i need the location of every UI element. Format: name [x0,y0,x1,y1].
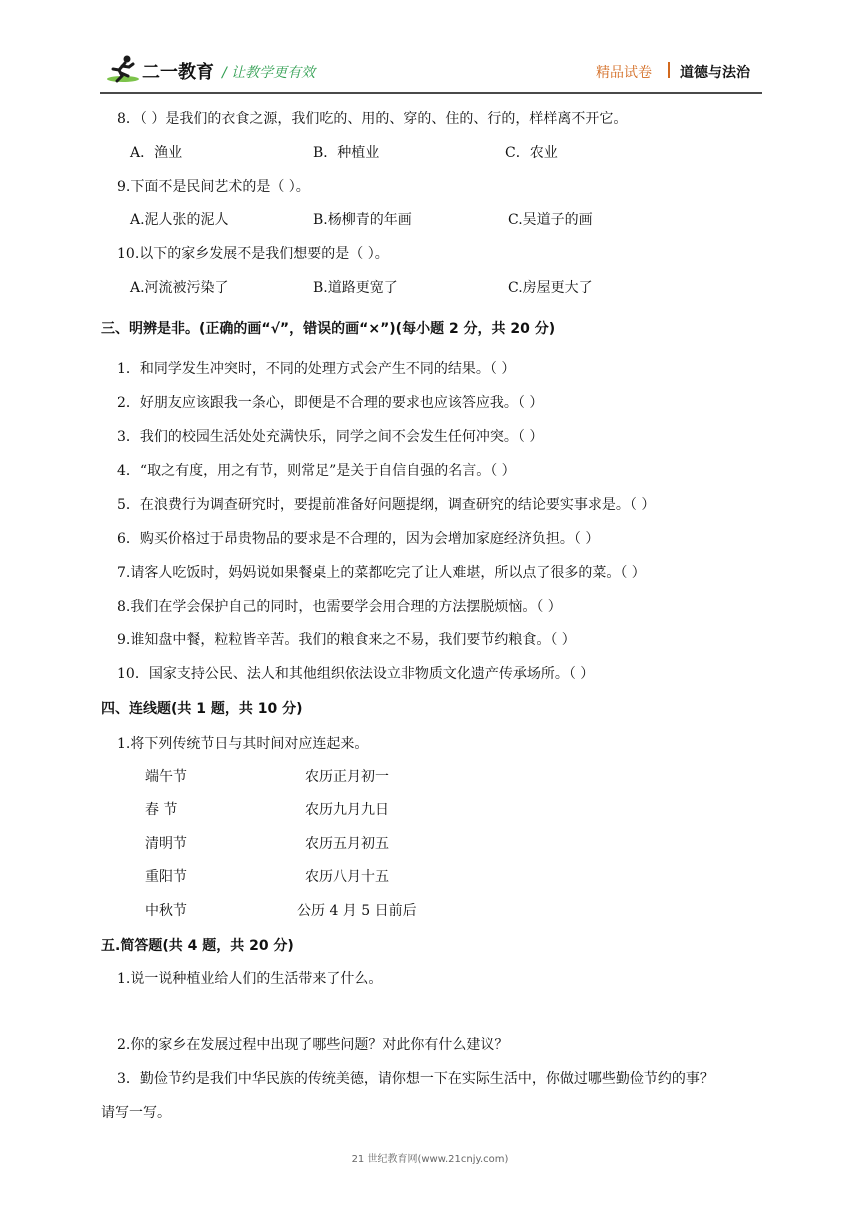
slogan: / 让教学更有效 [222,65,316,81]
header-subject: 道德与法治 [680,65,750,81]
logo-runner-icon [105,52,139,86]
short-answer-1: 1.说一说种植业给人们的生活带来了什么。 [117,971,383,987]
judge-item-2: 2．好朋友应该跟我一条心，即便是不合理的要求也应该答应我。（ ） [117,395,544,411]
q9-option-c: C.吴道子的画 [508,212,593,228]
festival-left-5: 中秋节 [145,903,187,919]
festival-right-3: 农历五月初五 [305,836,389,852]
judge-item-9: 9.谁知盘中餐，粒粒皆辛苦。我们的粮食来之不易，我们要节约粮食。（ ） [117,632,576,648]
matching-instruction: 1.将下列传统节日与其时间对应连起来。 [117,736,369,752]
section-3-title: 三、明辨是非。(正确的画“√”，错误的画“×”)(每小题 2 分，共 20 分) [101,321,556,337]
festival-right-4: 农历八月十五 [305,869,389,885]
header-category: 精品试卷 [596,65,652,81]
question-9: 9.下面不是民间艺术的是（ ）。 [117,179,310,195]
q10-option-a: A.河流被污染了 [130,280,229,296]
judge-item-10: 10．国家支持公民、法人和其他组织依法设立非物质文化遗产传承场所。（ ） [117,666,595,682]
q9-option-a: A.泥人张的泥人 [130,212,229,228]
page-footer: 21 世纪教育网(www.21cnjy.com) [351,1154,509,1165]
festival-right-5: 公历 4 月 5 日前后 [297,903,417,919]
judge-item-3: 3．我们的校园生活处处充满快乐，同学之间不会发生任何冲突。（ ） [117,429,544,445]
q8-option-a: A．渔业 [130,145,183,161]
judge-item-7: 7.请客人吃饭时，妈妈说如果餐桌上的菜都吃完了让人难堪，所以点了很多的菜。（ ） [117,565,646,581]
judge-item-5: 5．在浪费行为调查研究时，要提前准备好问题提纲，调查研究的结论要实事求是。（ ） [117,497,656,513]
q10-option-b: B.道路更宽了 [313,280,398,296]
festival-left-2: 春 节 [145,802,178,818]
short-answer-2: 2.你的家乡在发展过程中出现了哪些问题？对此你有什么建议？ [117,1037,509,1053]
festival-right-2: 农历九月九日 [305,802,389,818]
short-answer-3-line-2: 请写一写。 [101,1105,171,1121]
festival-right-1: 农历正月初一 [305,769,389,785]
judge-item-6: 6．购买价格过于昂贵物品的要求是不合理的，因为会增加家庭经济负担。（ ） [117,531,600,547]
short-answer-3-line-1: 3．勤俭节约是我们中华民族的传统美德，请你想一下在实际生活中，你做过哪些勤俭节约的事？ [117,1071,714,1087]
section-4-title: 四、连线题(共 1 题，共 10 分) [101,701,303,717]
q9-option-b: B.杨柳青的年画 [313,212,412,228]
judge-item-1: 1．和同学发生冲突时，不同的处理方式会产生不同的结果。（ ） [117,361,516,377]
judge-item-4: 4．“取之有度，用之有节，则常足”是关于自信自强的名言。（ ） [117,463,516,479]
q8-option-b: B．种植业 [313,145,380,161]
q10-option-c: C.房屋更大了 [508,280,593,296]
section-5-title: 五.简答题(共 4 题，共 20 分) [101,938,294,954]
q8-option-c: C．农业 [505,145,558,161]
question-10: 10.以下的家乡发展不是我们想要的是（ ）。 [117,246,389,262]
question-8: 8．（ ）是我们的衣食之源，我们吃的、用的、穿的、住的、行的，样样离不开它。 [117,111,628,127]
logo-text: 二一教育 [142,62,214,83]
header-rule [100,92,762,94]
festival-left-1: 端午节 [145,769,187,785]
festival-left-4: 重阳节 [145,869,187,885]
festival-left-3: 清明节 [145,836,187,852]
header-divider [668,62,670,78]
judge-item-8: 8.我们在学会保护自己的同时，也需要学会用合理的方法摆脱烦恼。（ ） [117,599,562,615]
